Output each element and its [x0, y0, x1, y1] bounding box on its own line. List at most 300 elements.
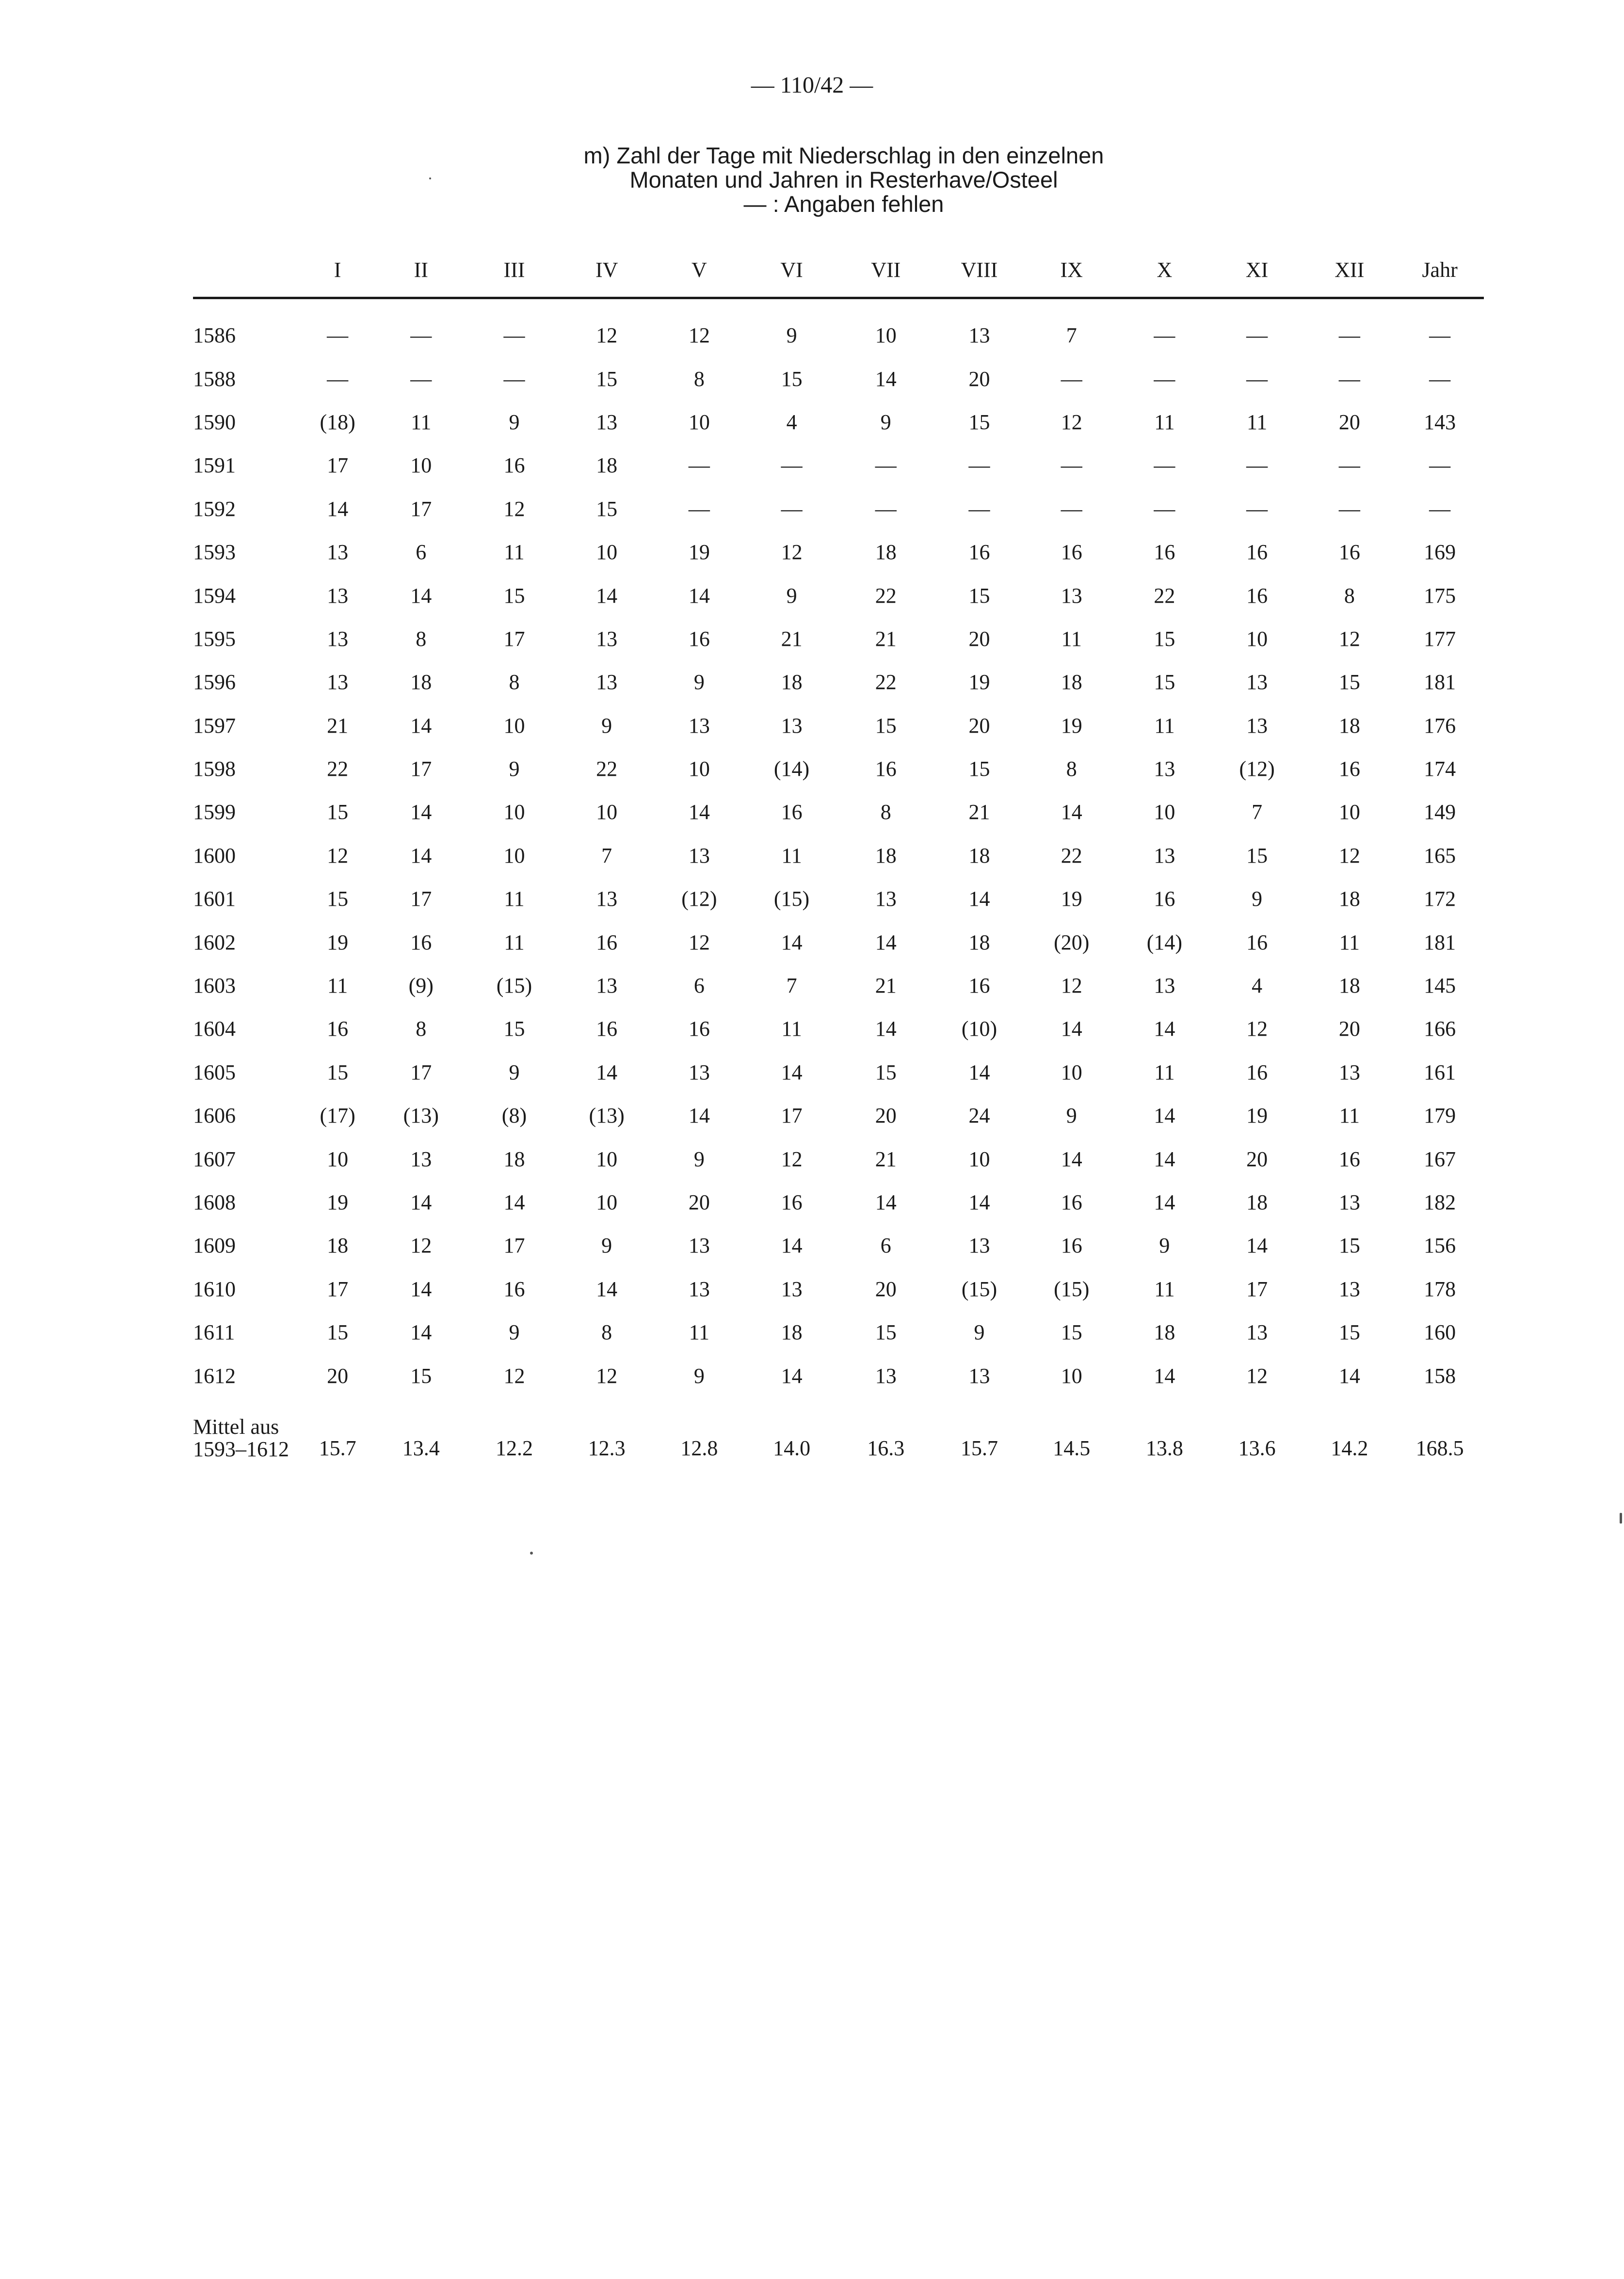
value-cell: 182	[1424, 1190, 1456, 1214]
value-cell: 11	[689, 1320, 710, 1345]
value-cell: 13	[1338, 1060, 1360, 1084]
value-cell: 13	[968, 1364, 990, 1388]
value-cell: 10	[596, 800, 618, 824]
value-cell: —	[1061, 453, 1082, 478]
value-cell: 12	[1061, 974, 1082, 998]
value-cell: 20	[875, 1277, 897, 1301]
year-cell: 1597	[193, 713, 236, 738]
value-cell: 10	[410, 453, 432, 478]
value-cell: 13	[781, 1277, 803, 1301]
value-cell: —	[688, 453, 710, 478]
value-cell: 18	[1338, 887, 1360, 911]
value-cell: 16	[781, 1190, 803, 1214]
value-cell: —	[503, 323, 525, 348]
value-cell: 13	[1338, 1277, 1360, 1301]
mean-row	[193, 1397, 1484, 1466]
value-cell: 21	[968, 800, 990, 824]
value-cell: 11	[504, 887, 525, 911]
value-cell: 14	[1061, 1147, 1082, 1171]
value-cell: —	[968, 497, 990, 521]
value-cell: —	[1338, 453, 1360, 478]
value-cell: 16	[1246, 540, 1268, 564]
value-cell: 12	[781, 540, 803, 564]
value-cell: 11	[781, 1017, 802, 1041]
value-cell: 179	[1424, 1104, 1456, 1128]
table-row	[193, 1007, 1484, 1050]
column-header: X	[1118, 242, 1211, 298]
value-cell: 22	[875, 583, 897, 608]
value-cell: —	[1154, 453, 1175, 478]
value-cell: 14	[410, 1277, 432, 1301]
value-cell: 9	[509, 1320, 520, 1345]
table-row	[193, 617, 1484, 660]
value-cell: (14)	[1146, 930, 1183, 954]
value-cell: —	[1154, 367, 1175, 391]
value-cell: 14	[596, 1277, 618, 1301]
value-cell: 9	[693, 670, 705, 694]
value-cell: 14	[410, 1320, 432, 1345]
value-cell: 10	[1338, 800, 1360, 824]
value-cell: 9	[786, 583, 797, 608]
value-cell: 10	[875, 323, 897, 348]
value-cell: 22	[327, 757, 349, 781]
value-cell: 13	[688, 843, 710, 867]
value-cell: —	[1061, 497, 1082, 521]
value-cell: 14	[1338, 1364, 1360, 1388]
value-cell: —	[1429, 323, 1451, 348]
table-row	[193, 1094, 1484, 1137]
year-cell: 1593	[193, 540, 236, 564]
mean-value-cell: 15.7	[319, 1436, 356, 1460]
value-cell: 17	[327, 453, 349, 478]
column-header: III	[468, 242, 561, 298]
value-cell: 14	[781, 1364, 803, 1388]
mean-label-line-1: Mittel aus	[193, 1414, 279, 1439]
table-row	[193, 1311, 1484, 1354]
value-cell: 15	[968, 757, 990, 781]
value-cell: 17	[1246, 1277, 1268, 1301]
value-cell: —	[327, 367, 349, 391]
value-cell: 9	[786, 323, 797, 348]
value-cell: 14	[781, 930, 803, 954]
value-cell: 172	[1424, 887, 1456, 911]
value-cell: 16	[968, 540, 990, 564]
value-cell: 165	[1424, 843, 1456, 867]
value-cell: 7	[1066, 323, 1077, 348]
value-cell: 10	[327, 1147, 349, 1171]
title-line-3: — : Angaben fehlen	[743, 191, 944, 217]
value-cell: 18	[1246, 1190, 1268, 1214]
value-cell: 13	[1246, 1320, 1268, 1345]
value-cell: —	[1338, 497, 1360, 521]
value-cell: 12	[1246, 1017, 1268, 1041]
year-cell: 1588	[193, 367, 236, 391]
table-row	[193, 574, 1484, 617]
value-cell: 4	[1252, 974, 1263, 998]
value-cell: 15	[1338, 1320, 1360, 1345]
value-cell: 9	[1252, 887, 1263, 911]
value-cell: 22	[1061, 843, 1082, 867]
value-cell: 13	[596, 974, 618, 998]
year-cell: 1594	[193, 583, 236, 608]
value-cell: 12	[596, 323, 618, 348]
value-cell: 9	[974, 1320, 985, 1345]
value-cell: 7	[786, 974, 797, 998]
year-cell: 1606	[193, 1104, 236, 1128]
column-header: XI	[1211, 242, 1303, 298]
value-cell: —	[1154, 497, 1175, 521]
value-cell: 14	[327, 497, 349, 521]
table-row	[193, 964, 1484, 1007]
value-cell: 14	[1061, 800, 1082, 824]
value-cell: (14)	[773, 757, 810, 781]
table-row	[193, 1051, 1484, 1094]
value-cell: 14	[781, 1234, 803, 1258]
scan-speck	[1620, 1513, 1622, 1524]
value-cell: 20	[875, 1104, 897, 1128]
value-cell: 145	[1424, 974, 1456, 998]
value-cell: (15)	[496, 974, 532, 998]
value-cell: 160	[1424, 1320, 1456, 1345]
value-cell: 16	[688, 626, 710, 651]
column-header: VIII	[934, 242, 1025, 298]
value-cell: 15	[596, 497, 618, 521]
value-cell: 14	[875, 1017, 897, 1041]
value-cell: —	[1429, 453, 1451, 478]
value-cell: 20	[1338, 1017, 1360, 1041]
value-cell: 8	[1066, 757, 1077, 781]
year-cell: 1596	[193, 670, 236, 694]
value-cell: 8	[416, 626, 427, 651]
value-cell: 12	[596, 1364, 618, 1388]
page-number: — 110/42 —	[751, 72, 873, 98]
value-cell: 14	[875, 1190, 897, 1214]
mean-value-cell: 15.7	[961, 1436, 998, 1460]
value-cell: 13	[968, 323, 990, 348]
value-cell: 11	[1339, 1104, 1360, 1128]
table-row	[193, 920, 1484, 963]
value-cell: 9	[1159, 1234, 1170, 1258]
value-cell: 11	[1339, 930, 1360, 954]
value-cell: 6	[416, 540, 427, 564]
value-cell: 21	[781, 626, 803, 651]
value-cell: 16	[1061, 1234, 1082, 1258]
value-cell: 24	[968, 1104, 990, 1128]
value-cell: 16	[1061, 1190, 1082, 1214]
value-cell: 16	[1338, 757, 1360, 781]
value-cell: (13)	[403, 1104, 439, 1128]
value-cell: 8	[601, 1320, 612, 1345]
value-cell: 181	[1424, 930, 1456, 954]
value-cell: 9	[693, 1364, 705, 1388]
value-cell: 8	[509, 670, 520, 694]
value-cell: 13	[1154, 757, 1175, 781]
year-cell: 1602	[193, 930, 236, 954]
value-cell: 17	[503, 626, 525, 651]
table-row	[193, 1268, 1484, 1311]
value-cell: 19	[1061, 713, 1082, 738]
value-cell: 11	[781, 843, 802, 867]
value-cell: 16	[596, 930, 618, 954]
value-cell: 16	[1246, 583, 1268, 608]
value-cell: 181	[1424, 670, 1456, 694]
value-cell: 14	[410, 713, 432, 738]
value-cell: 15	[596, 367, 618, 391]
value-cell: 13	[688, 1277, 710, 1301]
table-row	[193, 877, 1484, 920]
value-cell: 19	[1246, 1104, 1268, 1128]
value-cell: —	[1246, 453, 1268, 478]
value-cell: 17	[410, 497, 432, 521]
value-cell: 20	[1246, 1147, 1268, 1171]
value-cell: 12	[1061, 410, 1082, 434]
value-cell: 12	[688, 323, 710, 348]
value-cell: 13	[875, 1364, 897, 1388]
value-cell: 167	[1424, 1147, 1456, 1171]
value-cell: 16	[875, 757, 897, 781]
value-cell: 21	[875, 626, 897, 651]
table-row	[193, 660, 1484, 704]
value-cell: 17	[781, 1104, 803, 1128]
value-cell: 16	[1338, 1147, 1360, 1171]
value-cell: 17	[327, 1277, 349, 1301]
value-cell: 14	[968, 887, 990, 911]
year-cell: 1605	[193, 1060, 236, 1084]
value-cell: 12	[327, 843, 349, 867]
value-cell: 14	[1061, 1017, 1082, 1041]
year-cell: 1586	[193, 323, 236, 348]
value-cell: 7	[601, 843, 612, 867]
value-cell: 14	[781, 1060, 803, 1084]
value-cell: 16	[1061, 540, 1082, 564]
value-cell: 17	[410, 887, 432, 911]
value-cell: 18	[1338, 974, 1360, 998]
value-cell: 143	[1424, 410, 1456, 434]
value-cell: 11	[327, 974, 348, 998]
value-cell: 15	[503, 1017, 525, 1041]
mean-value-cell: 14.0	[773, 1436, 811, 1460]
value-cell: (18)	[320, 410, 355, 434]
value-cell: 15	[327, 800, 349, 824]
value-cell: 14	[410, 843, 432, 867]
value-cell: 156	[1424, 1234, 1456, 1258]
value-cell: (20)	[1054, 930, 1090, 954]
value-cell: 10	[1246, 626, 1268, 651]
value-cell: 10	[503, 713, 525, 738]
value-cell: 10	[596, 1190, 618, 1214]
table-row	[193, 487, 1484, 530]
value-cell: 11	[1154, 1060, 1175, 1084]
value-cell: 161	[1424, 1060, 1456, 1084]
table-row	[193, 704, 1484, 747]
value-cell: 12	[1338, 843, 1360, 867]
value-cell: 18	[781, 1320, 803, 1345]
value-cell: 19	[968, 670, 990, 694]
value-cell: (15)	[773, 887, 810, 911]
value-cell: 10	[1061, 1060, 1082, 1084]
value-cell: 14	[1246, 1234, 1268, 1258]
value-cell: 15	[875, 713, 897, 738]
value-cell: 8	[1344, 583, 1355, 608]
value-cell: 8	[880, 800, 891, 824]
value-cell: 18	[968, 930, 990, 954]
mean-value-cell: 13.8	[1145, 1436, 1183, 1460]
year-cell: 1600	[193, 843, 236, 867]
value-cell: (9)	[408, 974, 434, 998]
value-cell: 13	[1246, 713, 1268, 738]
value-cell: 16	[503, 1277, 525, 1301]
value-cell: (12)	[1239, 757, 1275, 781]
value-cell: 14	[410, 583, 432, 608]
value-cell: 12	[503, 1364, 525, 1388]
value-cell: 16	[410, 930, 432, 954]
precipitation-days-table	[193, 242, 1484, 1466]
mean-value-cell: 13.4	[402, 1436, 440, 1460]
value-cell: 10	[503, 843, 525, 867]
value-cell: 15	[1246, 843, 1268, 867]
value-cell: 166	[1424, 1017, 1456, 1041]
value-cell: 18	[410, 670, 432, 694]
mean-label-line-2: 1593–1612	[193, 1437, 289, 1461]
value-cell: 9	[509, 1060, 520, 1084]
value-cell: 10	[596, 1147, 618, 1171]
value-cell: 14	[596, 583, 618, 608]
value-cell: 14	[1154, 1190, 1175, 1214]
value-cell: 10	[503, 800, 525, 824]
value-cell: 18	[1338, 713, 1360, 738]
value-cell: —	[875, 497, 897, 521]
mean-value-cell: 12.3	[588, 1436, 626, 1460]
value-cell: 6	[880, 1234, 891, 1258]
value-cell: 13	[327, 626, 349, 651]
column-header: VI	[745, 242, 838, 298]
value-cell: 18	[503, 1147, 525, 1171]
year-cell: 1609	[193, 1234, 236, 1258]
value-cell: —	[1246, 497, 1268, 521]
value-cell: 15	[1338, 670, 1360, 694]
value-cell: 14	[688, 800, 710, 824]
value-cell: 19	[1061, 887, 1082, 911]
table-row	[193, 530, 1484, 574]
value-cell: 16	[1154, 887, 1175, 911]
value-cell: 16	[1246, 1060, 1268, 1084]
table-row	[193, 357, 1484, 400]
year-cell: 1592	[193, 497, 236, 521]
value-cell: (17)	[320, 1104, 355, 1128]
value-cell: 12	[781, 1147, 803, 1171]
value-cell: 18	[875, 843, 897, 867]
year-cell: 1598	[193, 757, 236, 781]
value-cell: 16	[596, 1017, 618, 1041]
value-cell: 15	[875, 1320, 897, 1345]
value-cell: 15	[1338, 1234, 1360, 1258]
value-cell: 17	[410, 1060, 432, 1084]
mean-value-cell: 168.5	[1415, 1436, 1464, 1460]
value-cell: (15)	[1054, 1277, 1090, 1301]
value-cell: 13	[327, 583, 349, 608]
column-header: II	[374, 242, 468, 298]
value-cell: 13	[1246, 670, 1268, 694]
value-cell: 13	[1061, 583, 1082, 608]
year-cell: 1601	[193, 887, 236, 911]
value-cell: 12	[410, 1234, 432, 1258]
value-cell: 12	[503, 497, 525, 521]
value-cell: 21	[875, 974, 897, 998]
value-cell: —	[410, 367, 432, 391]
value-cell: 10	[968, 1147, 990, 1171]
column-header: VII	[838, 242, 934, 298]
value-cell: 11	[1246, 410, 1268, 434]
value-cell: —	[410, 323, 432, 348]
value-cell: 9	[601, 713, 612, 738]
table-row	[193, 834, 1484, 877]
value-cell: 13	[327, 540, 349, 564]
column-header: V	[653, 242, 746, 298]
value-cell: 14	[503, 1190, 525, 1214]
value-cell: 11	[1154, 410, 1175, 434]
value-cell: 20	[327, 1364, 349, 1388]
year-cell: 1595	[193, 626, 236, 651]
mean-value-cell: 14.2	[1331, 1436, 1368, 1460]
value-cell: 22	[1154, 583, 1175, 608]
value-cell: 13	[688, 1060, 710, 1084]
value-cell: 15	[327, 887, 349, 911]
value-cell: 11	[411, 410, 432, 434]
value-cell: 14	[1154, 1017, 1175, 1041]
column-header: Jahr	[1396, 242, 1484, 298]
value-cell: (12)	[681, 887, 717, 911]
value-cell: —	[1338, 367, 1360, 391]
title-line-2: Monaten und Jahren in Resterhave/Osteel	[629, 167, 1058, 193]
column-header: IX	[1025, 242, 1118, 298]
value-cell: 13	[688, 1234, 710, 1258]
value-cell: 20	[968, 626, 990, 651]
table-row	[193, 790, 1484, 834]
value-cell: 14	[688, 583, 710, 608]
value-cell: —	[327, 323, 349, 348]
value-cell: 13	[875, 887, 897, 911]
value-cell: —	[781, 497, 803, 521]
value-cell: 13	[781, 713, 803, 738]
value-cell: 13	[596, 670, 618, 694]
table-row	[193, 747, 1484, 790]
value-cell: 177	[1424, 626, 1456, 651]
value-cell: 16	[503, 453, 525, 478]
value-cell: 16	[781, 800, 803, 824]
value-cell: (13)	[589, 1104, 625, 1128]
year-cell: 1603	[193, 974, 236, 998]
table-row	[193, 1137, 1484, 1180]
year-cell: 1604	[193, 1017, 236, 1041]
value-cell: 20	[968, 367, 990, 391]
value-cell: 176	[1424, 713, 1456, 738]
value-cell: 175	[1424, 583, 1456, 608]
value-cell: 12	[688, 930, 710, 954]
year-cell: 1607	[193, 1147, 236, 1171]
table-body	[193, 298, 1484, 1466]
value-cell: 14	[688, 1104, 710, 1128]
value-cell: 10	[688, 757, 710, 781]
column-header: IV	[561, 242, 653, 298]
mean-value-cell: 14.5	[1053, 1436, 1091, 1460]
value-cell: 13	[1338, 1190, 1360, 1214]
header-corner	[193, 242, 301, 298]
value-cell: 15	[503, 583, 525, 608]
value-cell: 13	[968, 1234, 990, 1258]
value-cell: 15	[327, 1320, 349, 1345]
title-line-1: m) Zahl der Tage mit Niederschlag in den einzelnen	[583, 143, 1104, 168]
value-cell: 18	[1061, 670, 1082, 694]
